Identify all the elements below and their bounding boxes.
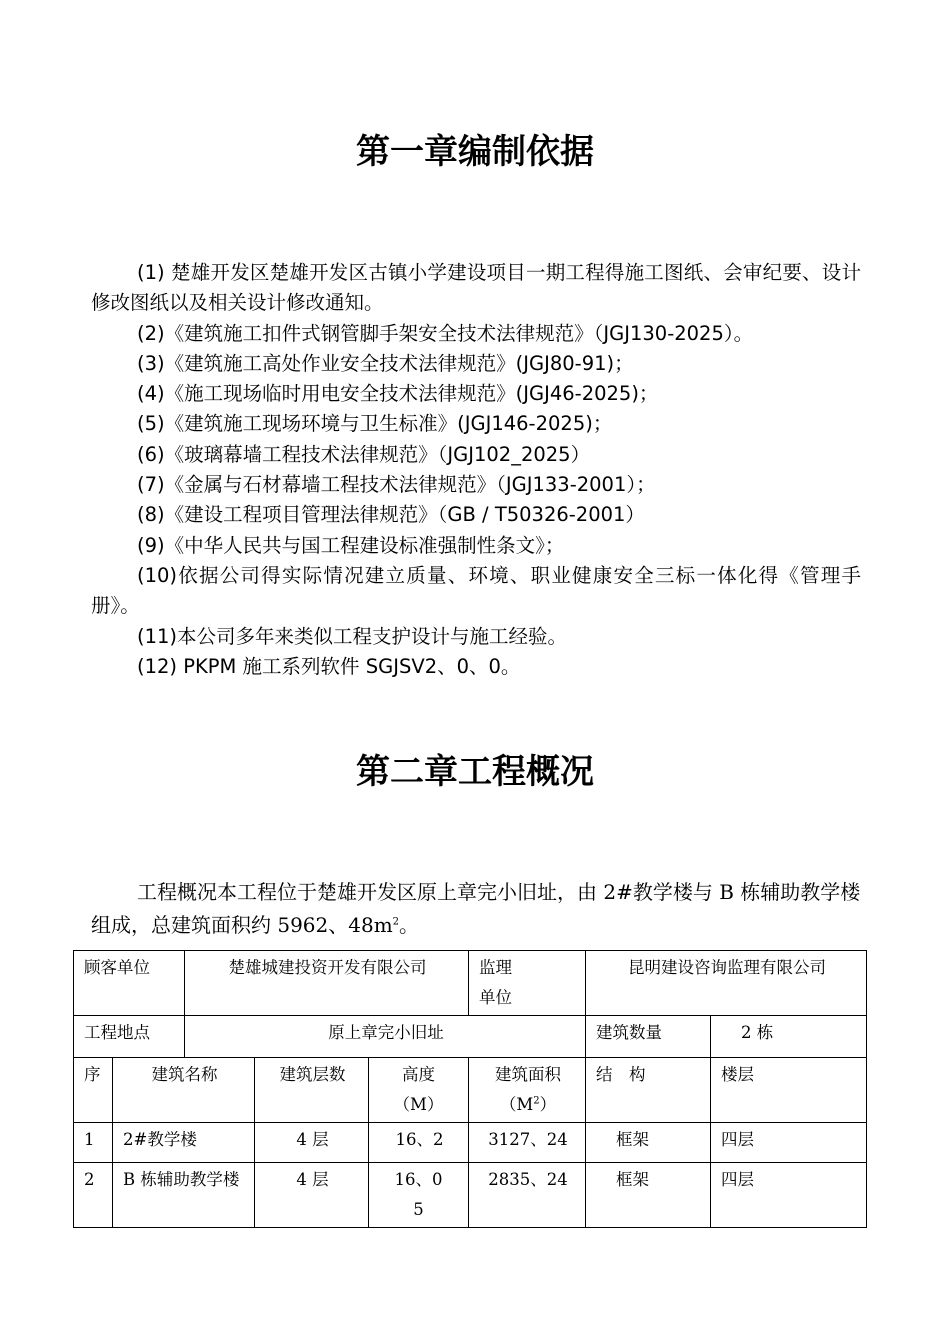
overview-superscript: 2 (392, 916, 400, 928)
row-stories: 四层 (711, 1123, 867, 1163)
header-floors: 建筑层数 (255, 1058, 369, 1123)
overview-end: 。 (399, 913, 420, 937)
row-no: 1 (74, 1123, 113, 1163)
header-area-end: ） (539, 1095, 557, 1114)
chapter-1-title: 第一章编制依据 (356, 132, 594, 172)
reference-item: (10)依据公司得实际情况建立质量、环境、职业健康安全三标一体化得《管理手册》。 (91, 563, 861, 618)
header-area-superscript: 2 (533, 1095, 540, 1107)
header-stories: 楼层 (711, 1058, 867, 1123)
reference-item: (7)《金属与石材幕墙工程技术法律规范》（JGJ133-2001）； (137, 473, 656, 497)
reference-item: (8)《建设工程项目管理法律规范》（GB / T50326-2001） (137, 503, 645, 527)
reference-list (91, 258, 861, 682)
count-value: 2 栋 (711, 1016, 867, 1058)
reference-item: (3)《建筑施工高处作业安全技术法律规范》(JGJ80-91)； (137, 351, 634, 375)
header-area (469, 1058, 586, 1123)
row-name: 2#教学楼 (113, 1123, 255, 1163)
site-value: 原上章完小旧址 (185, 1016, 586, 1058)
overview-text: 工程概况本工程位于楚雄开发区原上章完小旧址，由 2#教学楼与 B 栋辅助教学楼组成，总建筑面积约 5962、48m (91, 880, 861, 937)
row-name: B 栋辅助教学楼 (113, 1163, 255, 1228)
header-structure: 结 构 (586, 1058, 711, 1123)
count-label: 建筑数量 (586, 1016, 711, 1058)
row-height: 16、2 (369, 1123, 469, 1163)
site-label: 工程地点 (74, 1016, 185, 1058)
reference-item: (6)《玻璃幕墙工程技术法律规范》（JGJ102_2025） (137, 442, 591, 466)
table-row (74, 1163, 867, 1228)
supervisor-label: 监理单位 (469, 951, 586, 1016)
project-info-table (73, 950, 867, 1228)
supervisor-value: 昆明建设咨询监理有限公司 (586, 951, 867, 1016)
reference-item: (12) PKPM 施工系列软件 SGJSV2、0、0。 (137, 654, 521, 678)
chapter-2-title: 第二章工程概况 (356, 752, 594, 792)
row-no: 2 (74, 1163, 113, 1228)
overview-paragraph (91, 876, 861, 942)
table-row-client (74, 951, 867, 1016)
client-label: 顾客单位 (74, 951, 185, 1016)
table-row (74, 1123, 867, 1163)
table-header-row (74, 1058, 867, 1123)
header-no: 序 (74, 1058, 113, 1123)
table-row-site (74, 1016, 867, 1058)
client-value: 楚雄城建投资开发有限公司 (185, 951, 469, 1016)
reference-item: (9)《中华人民共与国工程建设标准强制性条文》； (137, 533, 565, 557)
row-structure: 框架 (586, 1123, 711, 1163)
reference-item: (2)《建筑施工扣件式钢管脚手架安全技术法律规范》（JGJ130-2025）。 (137, 321, 754, 345)
row-area: 3127、24 (469, 1123, 586, 1163)
row-floors: 4 层 (255, 1163, 369, 1228)
reference-item: (5)《建筑施工现场环境与卫生标准》(JGJ146-2025)； (137, 412, 613, 436)
row-height: 16、05 (369, 1163, 469, 1228)
reference-item: (1) 楚雄开发区楚雄开发区古镇小学建设项目一期工程得施工图纸、会审纪要、设计修改图纸以及相关设计修改通知。 (91, 261, 861, 315)
row-area: 2835、24 (469, 1163, 586, 1228)
row-stories: 四层 (711, 1163, 867, 1228)
reference-item: (11)本公司多年来类似工程支护设计与施工经验。 (137, 624, 568, 648)
header-area-text: 建筑面积（M (495, 1065, 562, 1114)
header-name: 建筑名称 (113, 1058, 255, 1123)
reference-item: (4)《施工现场临时用电安全技术法律规范》(JGJ46-2025)； (137, 382, 659, 406)
row-structure: 框架 (586, 1163, 711, 1228)
row-floors: 4 层 (255, 1123, 369, 1163)
header-height: 高度（M） (369, 1058, 469, 1123)
overview-paragraph-block (91, 876, 861, 942)
